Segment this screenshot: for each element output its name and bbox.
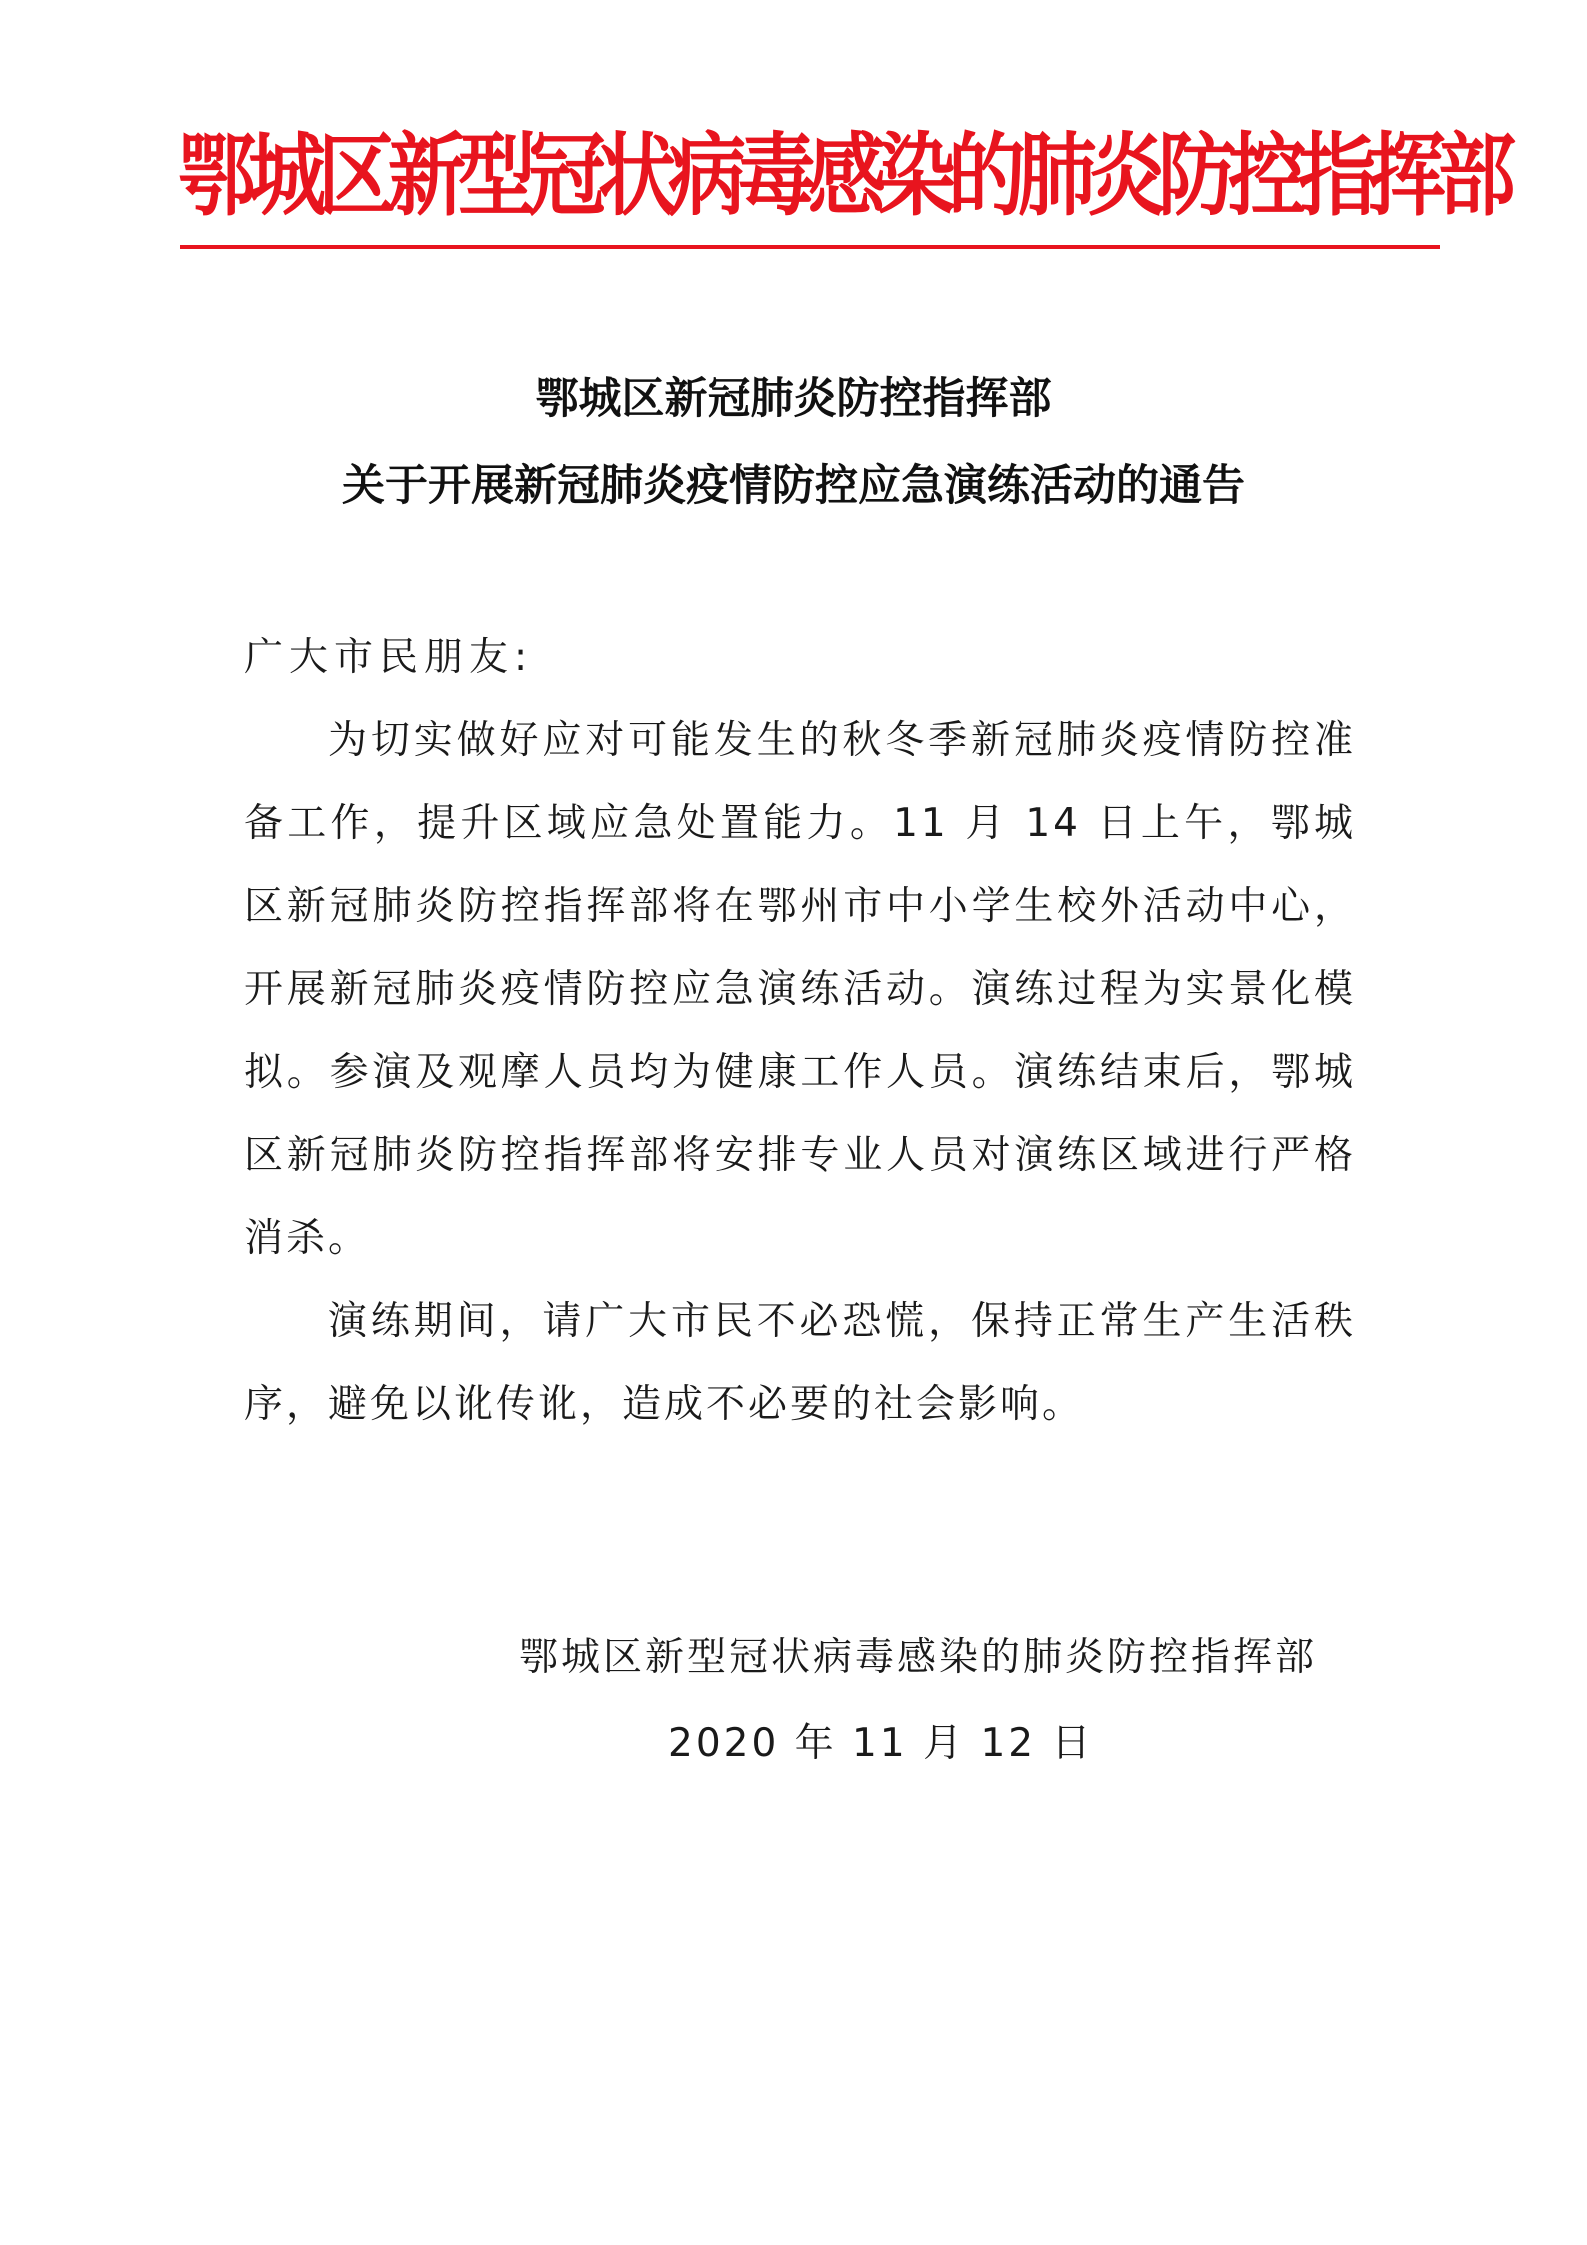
salutation: 广大市民朋友:	[244, 635, 534, 680]
letterhead-title: 鄂城区新型冠状病毒感染的肺炎防控指挥部	[178, 123, 1509, 229]
notice-title-line2: 关于开展新冠肺炎疫情防控应急演练活动的通告	[342, 461, 1245, 511]
body-paragraph-2: 演练期间，请广大市民不必恐慌，保持正常生产生活秩序，避免以讹传讹，造成不必要的社会影响。	[244, 1299, 1356, 1427]
signature-org: 鄂城区新型冠状病毒感染的肺炎防控指挥部	[518, 1635, 1317, 1680]
signature-date: 2020 年 11 月 12 日	[668, 1721, 1094, 1766]
notice-title-line1: 鄂城区新冠肺炎防控指挥部	[535, 374, 1052, 424]
body-paragraph-1: 为切实做好应对可能发生的秋冬季新冠肺炎疫情防控准备工作，提升区域应急处置能力。11 月 14 日上午，鄂城区新冠肺炎防控指挥部将在鄂州市中小学生校外活动中心，开展新冠肺炎疫情防控应急演练活动。演练过程为实景化模拟。参演及观摩人员均为健康工作人员。演练结束后，鄂城区新冠肺炎防控指挥部将安排专业人员对演练区域进行严格消杀。	[244, 718, 1356, 1261]
letterhead-red-rule	[180, 245, 1440, 249]
